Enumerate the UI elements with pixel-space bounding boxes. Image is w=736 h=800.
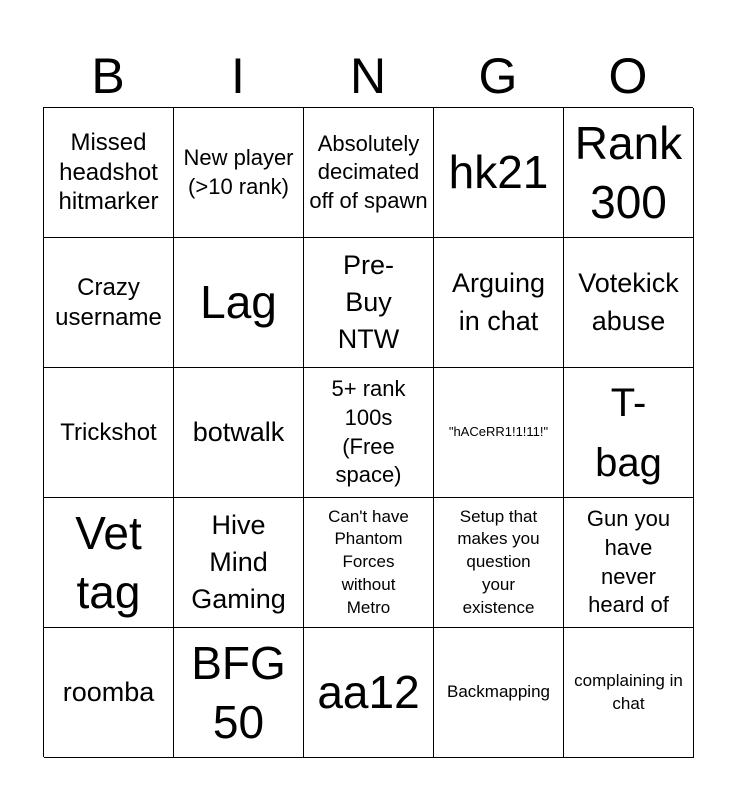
bingo-cell[interactable] — [564, 498, 694, 628]
bingo-cell[interactable] — [434, 628, 564, 758]
bingo-cell[interactable] — [174, 498, 304, 628]
cell-text: Can't have Phantom Forces without Metro — [328, 506, 409, 617]
cell-text: Gun you have never heard of — [586, 506, 671, 618]
bingo-cell[interactable] — [434, 498, 564, 628]
cell-text: New player (>10 rank) — [183, 144, 294, 199]
bingo-cell[interactable] — [44, 628, 174, 758]
bingo-cell[interactable] — [564, 238, 694, 368]
bingo-cell[interactable] — [174, 628, 304, 758]
bingo-cell[interactable] — [304, 108, 434, 238]
bingo-header — [43, 46, 693, 106]
header-letter-b: B — [91, 48, 125, 104]
header-letter-o: O — [608, 48, 648, 104]
bingo-cell[interactable] — [44, 368, 174, 498]
cell-text: Backmapping — [446, 682, 550, 702]
cell-text: botwalk — [192, 416, 285, 447]
free-space-cell[interactable] — [304, 368, 434, 498]
cell-text: aa12 — [317, 666, 420, 719]
bingo-cell[interactable] — [174, 368, 304, 498]
header-letter-g: G — [478, 48, 518, 104]
cell-text: "hACeRR1!1!11!" — [448, 424, 549, 440]
cell-text: Rank 300 — [574, 117, 683, 228]
bingo-cell[interactable] — [44, 108, 174, 238]
bingo-cell[interactable] — [174, 238, 304, 368]
bingo-cell[interactable] — [304, 498, 434, 628]
bingo-cell[interactable] — [564, 108, 694, 238]
cell-text: Pre-Buy NTW — [337, 249, 400, 355]
cell-text: roomba — [62, 676, 155, 707]
cell-text: Crazy username — [55, 273, 162, 331]
bingo-cell[interactable] — [44, 238, 174, 368]
bingo-cell[interactable] — [44, 498, 174, 628]
cell-text: Missed headshot hitmarker — [58, 128, 159, 216]
cell-text: complaining in chat — [574, 670, 683, 713]
cell-text: Trickshot — [60, 418, 157, 446]
cell-text: Absolutely decimated off of spawn — [309, 130, 428, 213]
cell-text: Hive Mind Gaming — [191, 509, 286, 615]
bingo-cell[interactable] — [564, 628, 694, 758]
bingo-cell[interactable] — [304, 238, 434, 368]
cell-text: 5+ rank 100s (Free space) — [331, 376, 406, 488]
bingo-cell[interactable] — [434, 238, 564, 368]
cell-text: hk21 — [448, 146, 549, 199]
header-letter-n: N — [349, 48, 387, 104]
bingo-grid — [43, 107, 693, 757]
header-letter-i: I — [231, 48, 245, 104]
bingo-cell[interactable] — [434, 368, 564, 498]
cell-text: T-bag — [595, 380, 662, 485]
cell-text: Setup that makes you question your existence — [457, 506, 540, 617]
cell-text: Lag — [200, 276, 277, 329]
cell-text: Votekick abuse — [578, 268, 679, 336]
cell-text: BFG 50 — [191, 637, 286, 748]
cell-text: Vet tag — [75, 507, 142, 618]
bingo-cell[interactable] — [434, 108, 564, 238]
bingo-cell[interactable] — [304, 628, 434, 758]
bingo-cell[interactable] — [174, 108, 304, 238]
cell-text: Arguing in chat — [451, 268, 546, 336]
bingo-cell[interactable] — [564, 368, 694, 498]
